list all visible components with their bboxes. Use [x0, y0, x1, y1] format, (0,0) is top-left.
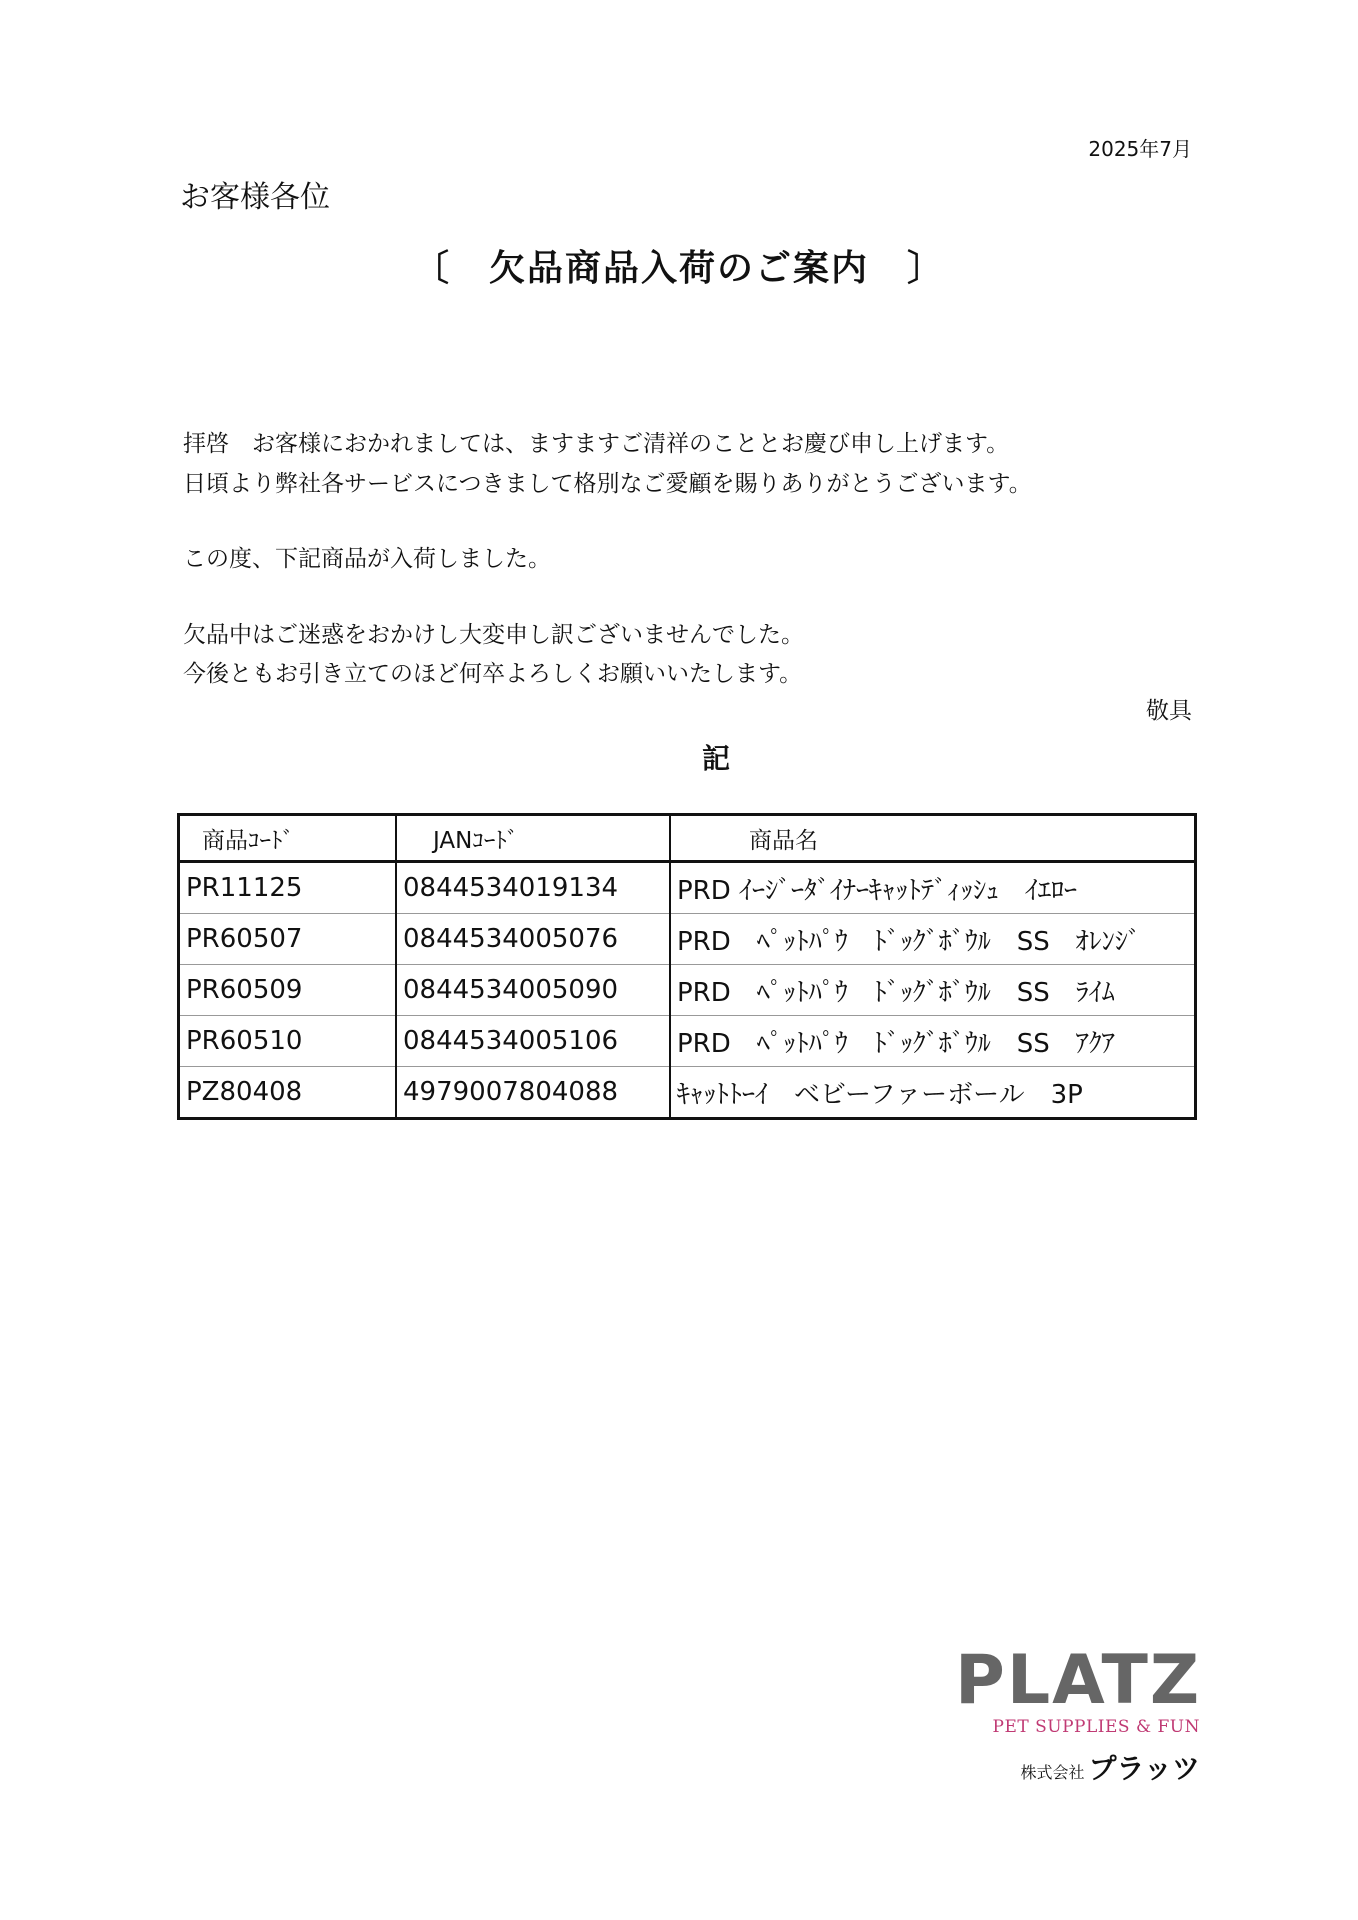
apology-line-2: 今後ともお引き立てのほど何卒よろしくお願いいたします。 [183, 661, 803, 687]
product-name-cell: PRD ﾍﾟｯﾄﾊﾟｳ ﾄﾞｯｸﾞﾎﾞｳﾙ SS ｵﾚﾝｼﾞ [670, 914, 1196, 965]
product-code-cell: PR60507 [179, 914, 397, 965]
table-row [179, 965, 1196, 1016]
document-title: 〔 欠品商品入荷のご案内 〕 [412, 248, 945, 289]
announcement-line: この度、下記商品が入荷しました。 [183, 546, 551, 572]
notation-mark: 記 [701, 742, 730, 775]
header-jan-code: JANｺｰﾄﾞ [396, 815, 670, 862]
product-name-cell: ｷｬｯﾄﾄｰｲ ベビーファーボール 3P [670, 1067, 1196, 1119]
company-name [955, 1747, 1200, 1787]
jan-code-cell: 4979007804088 [396, 1067, 670, 1119]
greeting-line-2: 日頃より弊社各サービスにつきまして格別なご愛顧を賜りありがとうございます。 [183, 471, 1032, 497]
jan-code-cell: 0844534005106 [396, 1016, 670, 1067]
product-name-cell: PRD ﾍﾟｯﾄﾊﾟｳ ﾄﾞｯｸﾞﾎﾞｳﾙ SS ﾗｲﾑ [670, 965, 1196, 1016]
company-prefix: 株式会社 [1020, 1763, 1085, 1782]
product-code-cell: PR60510 [179, 1016, 397, 1067]
company-name-text: プラッツ [1088, 1752, 1200, 1785]
product-name-cell: PRD ｲｰｼﾞｰﾀﾞｲﾅｰｷｬｯﾄﾃﾞｨｯｼｭ ｲｴﾛｰ [670, 862, 1196, 914]
table-row [179, 1067, 1196, 1119]
brand-tagline: PET SUPPLIES & FUN [992, 1717, 1200, 1737]
product-code-cell: PR60509 [179, 965, 397, 1016]
product-name-cell: PRD ﾍﾟｯﾄﾊﾟｳ ﾄﾞｯｸﾞﾎﾞｳﾙ SS ｱｸｱ [670, 1016, 1196, 1067]
product-code-cell: PZ80408 [186, 1077, 303, 1107]
header-product-code: 商品ｺｰﾄﾞ [179, 815, 397, 862]
jan-code-cell: 0844534005076 [396, 914, 670, 965]
table-row [179, 1016, 1196, 1067]
greeting-line-1: 拝啓 お客様におかれましては、ますますご清祥のこととお慶び申し上げます。 [183, 431, 1010, 457]
table-header-row [179, 815, 1196, 862]
closing-word: 敬具 [1146, 698, 1192, 724]
restocked-products-table [177, 813, 1197, 1120]
header-product-name: 商品名 [670, 815, 1196, 862]
table-row [179, 914, 1196, 965]
apology-line-1: 欠品中はご迷惑をおかけし大変申し訳ございませんでした。 [183, 622, 804, 648]
jan-code-cell: 0844534019134 [396, 862, 670, 914]
brand-wordmark: PLATZ [955, 1641, 1202, 1720]
table-row [179, 862, 1196, 914]
recipient-line: お客様各位 [180, 180, 330, 215]
company-logo [955, 1641, 1202, 1787]
document-date: 2025年7月 [1088, 137, 1192, 161]
product-code-cell: PR11125 [179, 862, 397, 914]
jan-code-cell: 0844534005090 [396, 965, 670, 1016]
